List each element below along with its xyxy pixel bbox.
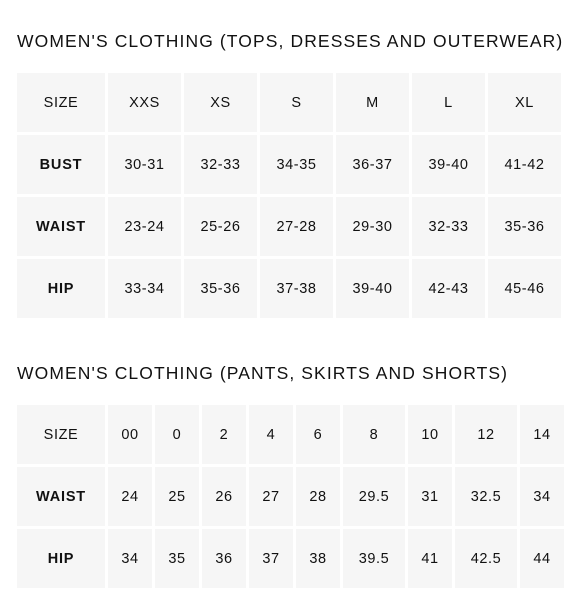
header-cell-l: L [412,73,485,132]
table-cell: 33-34 [108,259,181,318]
header-cell-xl: XL [488,73,561,132]
table-cell: 32.5 [455,467,517,526]
table-cell: 36-37 [336,135,409,194]
header-cell-14: 14 [520,405,564,464]
table-cell: 35 [155,529,199,588]
table-cell: 30-31 [108,135,181,194]
table-row-hip [17,529,564,588]
header-cell-xs: XS [184,73,257,132]
table-cell: 31 [408,467,452,526]
table-cell: 35-36 [184,259,257,318]
header-cell-4: 4 [249,405,293,464]
table-cell: 42.5 [455,529,517,588]
header-cell-6: 6 [296,405,340,464]
header-cell-10: 10 [408,405,452,464]
table-cell: 32-33 [412,197,485,256]
table-header-row [17,405,564,464]
table-row-hip [17,259,561,318]
table-cell: 41 [408,529,452,588]
table-cell: 23-24 [108,197,181,256]
table-cell: 26 [202,467,246,526]
table-header-row [17,73,561,132]
header-cell-size: SIZE [17,405,105,464]
table-cell: 25 [155,467,199,526]
table-row-waist [17,467,564,526]
table-cell: 39.5 [343,529,405,588]
table-cell: 34 [520,467,564,526]
size-table-pants [14,402,567,591]
table-cell: 27-28 [260,197,333,256]
table-row-bust [17,135,561,194]
table-cell: 39-40 [336,259,409,318]
header-cell-2: 2 [202,405,246,464]
table-cell: 42-43 [412,259,485,318]
table-cell: 45-46 [488,259,561,318]
table-cell: 38 [296,529,340,588]
table-cell: 39-40 [412,135,485,194]
table-cell: 36 [202,529,246,588]
table-cell: 37 [249,529,293,588]
table-cell: 35-36 [488,197,561,256]
table-cell: 34 [108,529,152,588]
table-cell: 32-33 [184,135,257,194]
section-title-tops: WOMEN'S CLOTHING (TOPS, DRESSES AND OUTERWEAR) [17,31,564,51]
table-cell: 41-42 [488,135,561,194]
header-cell-m: M [336,73,409,132]
table-cell: 25-26 [184,197,257,256]
header-cell-12: 12 [455,405,517,464]
header-cell-xxs: XXS [108,73,181,132]
table-cell: 34-35 [260,135,333,194]
table-cell: 29.5 [343,467,405,526]
header-cell-0: 0 [155,405,199,464]
table-cell: 27 [249,467,293,526]
size-table-tops [14,70,564,321]
table-row-waist [17,197,561,256]
row-label-hip: HIP [17,529,105,588]
table-cell: 37-38 [260,259,333,318]
table-cell: 29-30 [336,197,409,256]
row-label-waist: WAIST [17,197,105,256]
row-label-hip: HIP [17,259,105,318]
header-cell-s: S [260,73,333,132]
row-label-bust: BUST [17,135,105,194]
row-label-waist: WAIST [17,467,105,526]
table-cell: 24 [108,467,152,526]
table-cell: 28 [296,467,340,526]
header-cell-8: 8 [343,405,405,464]
table-cell: 44 [520,529,564,588]
header-cell-00: 00 [108,405,152,464]
header-cell-size: SIZE [17,73,105,132]
section-title-pants: WOMEN'S CLOTHING (PANTS, SKIRTS AND SHORTS) [17,363,509,383]
